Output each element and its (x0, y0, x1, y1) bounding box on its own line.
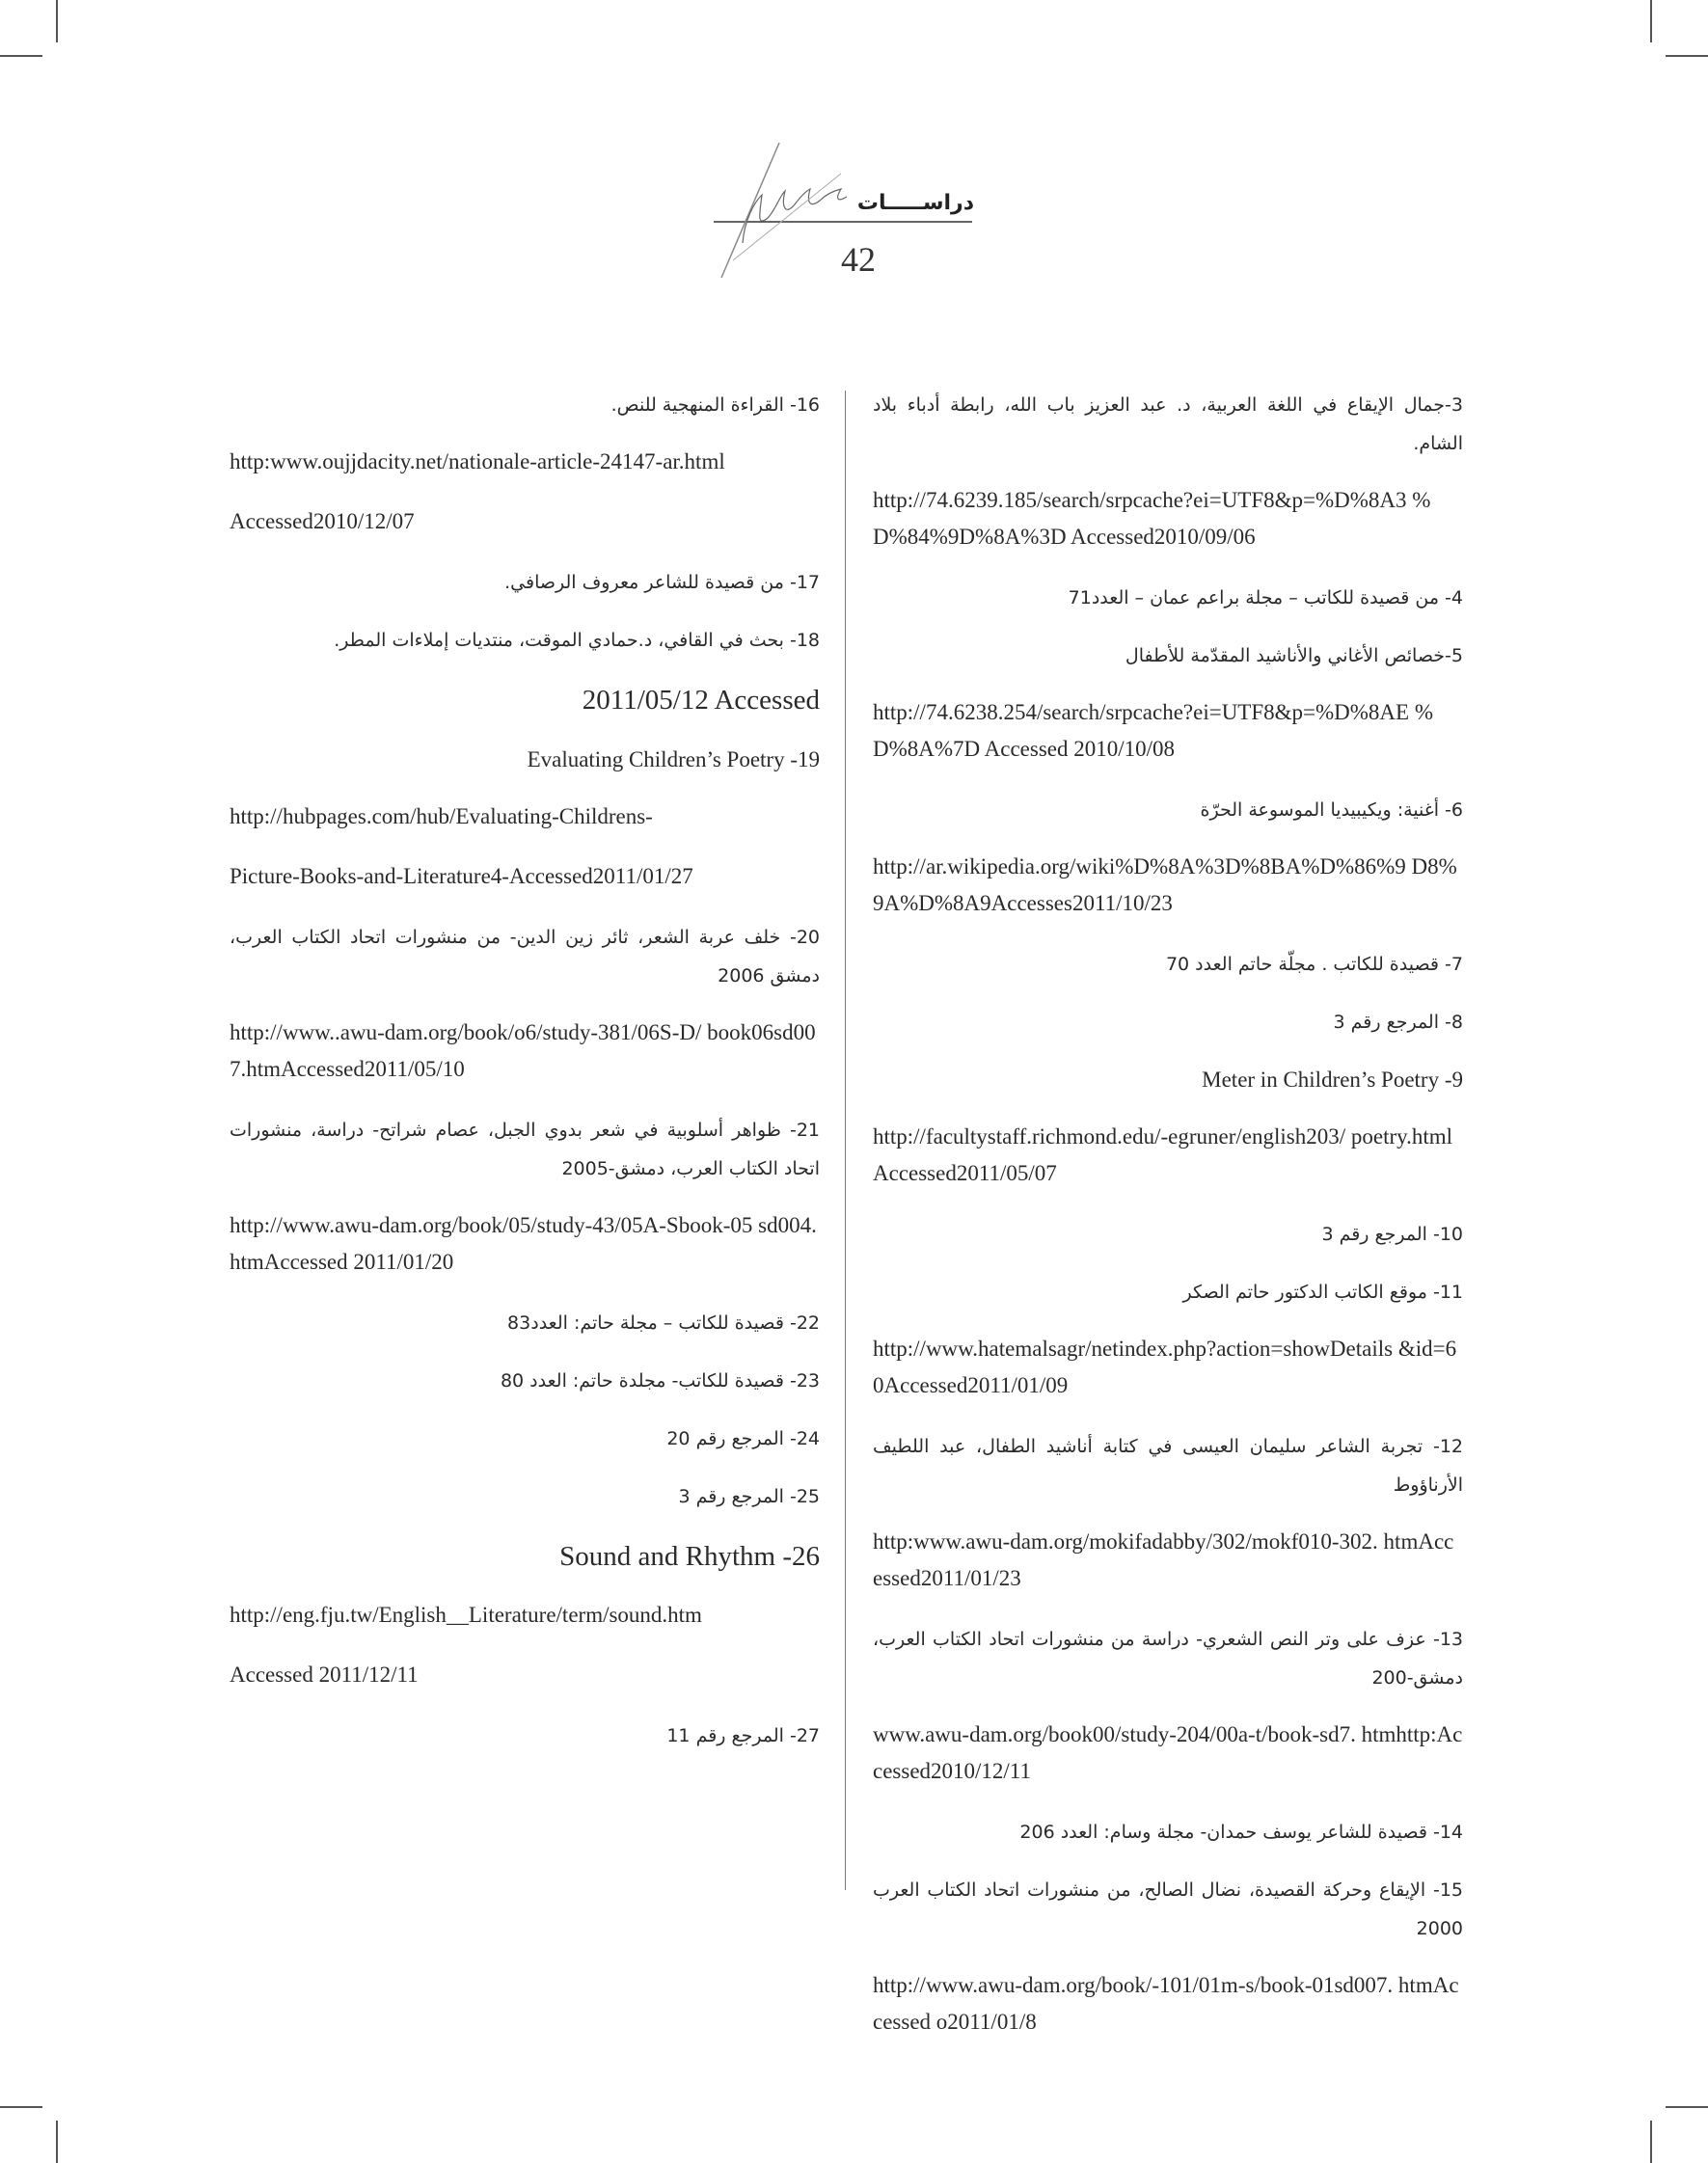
crop-mark (1666, 55, 1708, 57)
references-column-right (873, 386, 1463, 2064)
reference-entry: www.awu-dam.org/book00/study-204/00a-t/book-sd7. htmhttp:Accessed2010/12/11 (873, 1722, 1463, 1783)
reference-entry: 24- المرجع رقم 20 (666, 1428, 820, 1449)
reference-entry: 20- خلف عربة الشعر، ثائر زين الدين- من منشورات اتحاد الكتاب العرب، دمشق 2006 (230, 927, 820, 987)
reference-entry: http://74.6238.254/search/srpcache?ei=UTF8&p=%D%8AE %D%8A%7D Accessed 2010/10/08 (873, 700, 1433, 761)
reference-entry: 7- قصيدة للكاتب . مجلّة حاتم العدد 70 (1165, 954, 1463, 975)
reference-entry: 15- الإيقاع وحركة القصيدة، نضال الصالح، من منشورات اتحاد الكتاب العرب 2000 (873, 1879, 1463, 1939)
crop-mark (56, 2121, 58, 2163)
reference-entry: 13- عزف على وتر النص الشعري- دراسة من منشورات اتحاد الكتاب العرب، دمشق-200 (873, 1629, 1463, 1689)
reference-entry: 17- من قصيدة للشاعر معروف الرصافي. (504, 572, 820, 593)
reference-entry: 12- تجربة الشاعر سليمان العيسى في كتابة أناشيد الطفال، عبد اللطيف الأرناؤوط (873, 1436, 1463, 1496)
reference-entry: http:www.awu-dam.org/mokifadabby/302/mokf010-302. htmAccessed2011/01/23 (873, 1529, 1454, 1590)
crop-mark (1650, 2121, 1652, 2163)
reference-entry: 3-جمال الإيقاع في اللغة العربية، د. عبد العزيز باب الله، رابطة أدباء بلاد الشام. (873, 394, 1463, 454)
crop-mark (0, 55, 42, 57)
reference-entry: http://eng.fju.tw/English__Literature/term/sound.htm (230, 1603, 702, 1627)
crop-mark (56, 0, 58, 42)
reference-entry: http:www.oujjdacity.net/nationale-article-24147-ar.html (230, 449, 725, 473)
reference-entry: 16- القراءة المنهجية للنص. (610, 394, 820, 416)
reference-entry: Accessed 2011/12/11 (230, 1663, 419, 1687)
crop-mark (1650, 0, 1652, 42)
reference-entry: Evaluating Children’s Poetry -19 (527, 747, 820, 771)
column-divider (845, 391, 846, 1890)
reference-entry: Meter in Children’s Poetry -9 (1202, 1068, 1463, 1092)
reference-entry: http://www.hatemalsagr/netindex.php?action=showDetails &id=60Accessed2011/01/09 (873, 1337, 1457, 1397)
section-title: دراســـــات (856, 191, 974, 215)
reference-entry: 18- بحث في القافي، د.حمادي الموقت، منتديات إملاءات المطر. (334, 630, 820, 651)
reference-entry: 5-خصائص الأغاني والأناشيد المقدّمة للأطفال (1125, 645, 1463, 666)
reference-entry: Picture-Books-and-Literature4-Accessed2011/01/27 (230, 864, 693, 888)
reference-entry: http://facultystaff.richmond.edu/-egruner/english203/ poetry.htmlAccessed2011/05/07 (873, 1124, 1453, 1185)
reference-entry: 14- قصيدة للشاعر يوسف حمدان- مجلة وسام: العدد 206 (1019, 1822, 1463, 1843)
reference-entry: Accessed2010/12/07 (230, 509, 415, 533)
reference-entry: 11- موقع الكاتب الدكتور حاتم الصكر (1182, 1282, 1463, 1303)
reference-entry: 27- المرجع رقم 11 (666, 1725, 820, 1746)
crop-mark (0, 2106, 42, 2108)
reference-entry: 8- المرجع رقم 3 (1333, 1012, 1463, 1033)
reference-entry: http://74.6239.185/search/srpcache?ei=UTF8&p=%D%8A3 %D%84%9D%8A%3D Accessed2010/09/06 (873, 488, 1431, 549)
reference-entry: http://ar.wikipedia.org/wiki%D%8A%3D%8BA%D%86%9 D8%9A%D%8A9Accesses2011/10/23 (873, 854, 1457, 915)
reference-entry: http://www..awu-dam.org/book/o6/study-381/06S-D/ book06sd007.htmAccessed2011/05/10 (230, 1020, 816, 1081)
reference-entry: 10- المرجع رقم 3 (1321, 1224, 1463, 1245)
reference-entry: 22- قصيدة للكاتب – مجلة حاتم: العدد83 (507, 1312, 820, 1334)
reference-entry: http://hubpages.com/hub/Evaluating-Childrens- (230, 804, 653, 828)
reference-entry: 6- أغنية: ويكيبيديا الموسوعة الحرّة (1200, 799, 1463, 821)
reference-entry: 25- المرجع رقم 3 (678, 1486, 820, 1507)
reference-entry: http://www.awu-dam.org/book/05/study-43/05A-Sbook-05 sd004.htmAccessed 2011/01/20 (230, 1213, 817, 1274)
page-number: 42 (841, 240, 876, 279)
reference-entry: http://www.awu-dam.org/book/-101/01m-s/book-01sd007. htmAccessed o2011/01/8 (873, 1973, 1459, 2034)
page-header (675, 135, 984, 280)
references-column-left (230, 386, 820, 1774)
reference-entry: 21- ظواهر أسلوبية في شعر بدوي الجبل، عصام شراتح- دراسة، منشورات اتحاد الكتاب العرب، دمشق-2005 (230, 1120, 820, 1179)
crop-mark (1666, 2106, 1708, 2108)
reference-entry: Sound and Rhythm -26 (559, 1541, 820, 1572)
reference-entry: 2011/05/12 Accessed (582, 685, 820, 716)
reference-entry: 4- من قصيدة للكاتب – مجلة براعم عمان – العدد71 (1068, 587, 1463, 608)
reference-entry: 23- قصيدة للكاتب- مجلدة حاتم: العدد 80 (500, 1370, 820, 1392)
